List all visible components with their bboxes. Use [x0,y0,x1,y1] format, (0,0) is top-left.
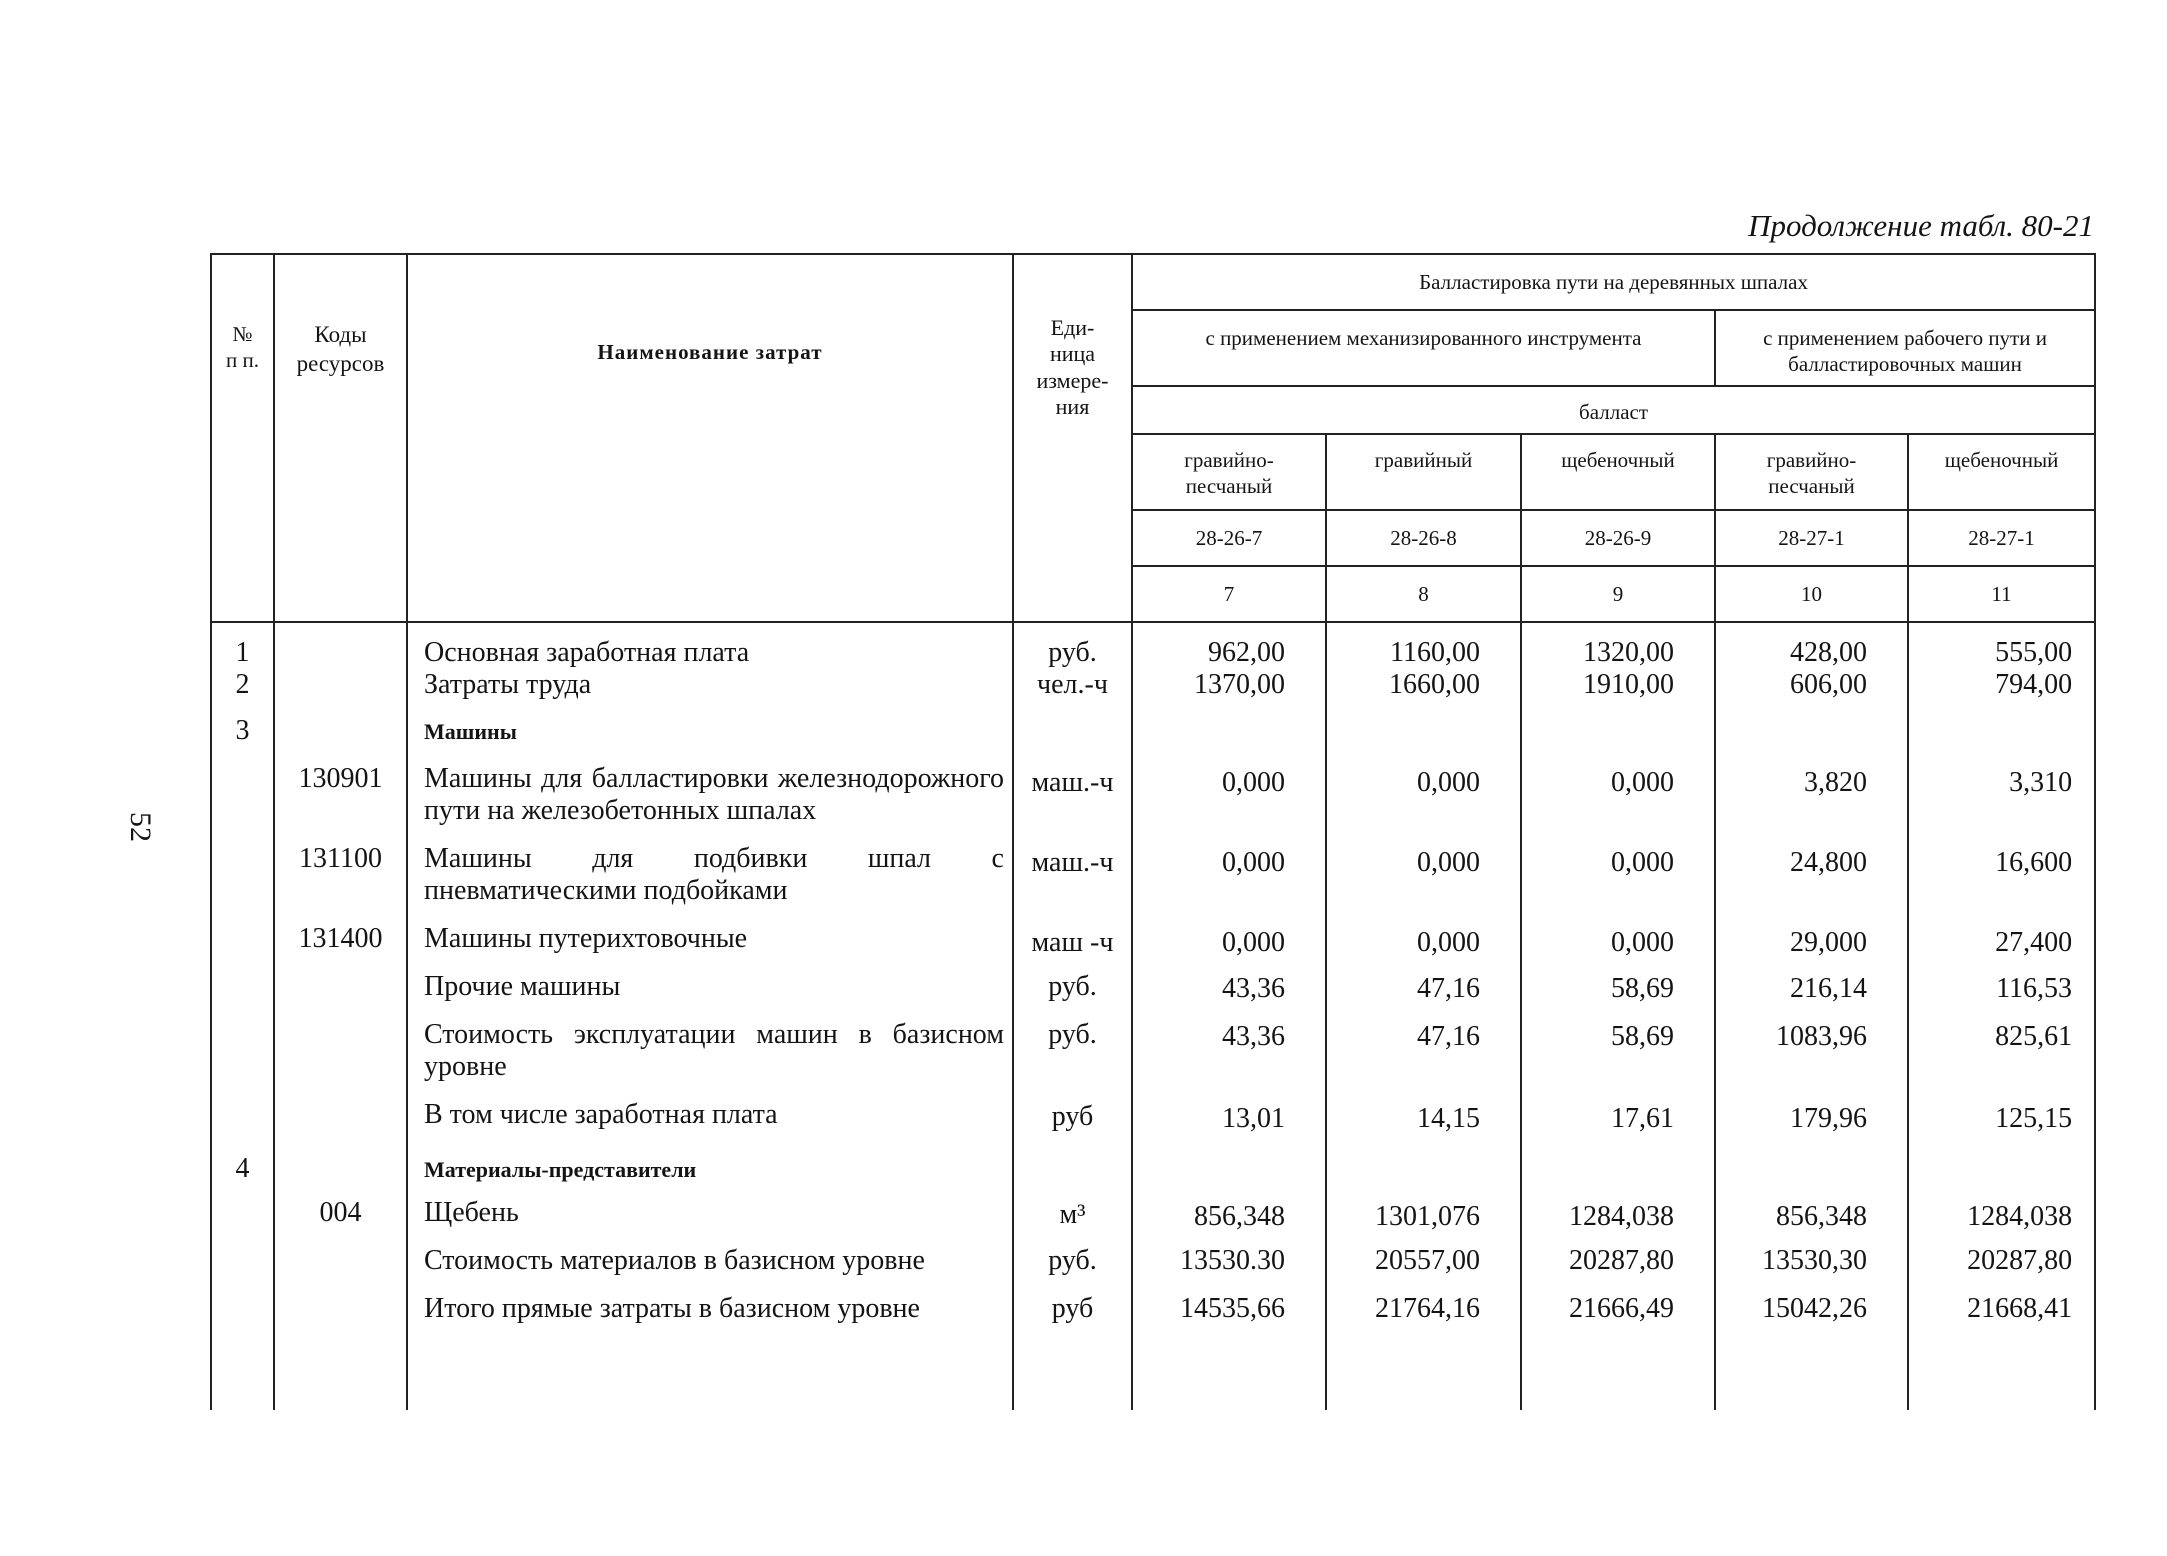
resource-code [274,1241,407,1289]
table-row [211,622,2095,669]
value-col-10: 856,348 [1715,1193,1908,1241]
header-top-group: Балластировка пути на деревянных шпалах [1132,254,2095,310]
value-col-11: 1284,038 [1908,1193,2095,1241]
resource-code [274,1093,407,1149]
value-col-8: 1160,00 [1326,622,1521,669]
header-colnum-7: 7 [1132,566,1326,622]
value-col-9: 0,000 [1521,757,1715,837]
unit [1013,713,1132,757]
header-code-4: 28-27-1 [1715,510,1908,566]
unit: руб. [1013,622,1132,669]
header-type-3: щебеночный [1521,434,1715,510]
table-row [211,837,2095,917]
cost-name: Итого прямые затраты в базисном уровне [407,1289,1013,1410]
cost-name: Машины для балластировки железнодорожного пути на железобетонных шпалах [407,757,1013,837]
header-colnum-8: 8 [1326,566,1521,622]
header-no: № п п. [211,254,274,622]
value-col-7: 43,36 [1132,965,1326,1013]
unit: маш -ч [1013,917,1132,965]
header-code-5: 28-27-1 [1908,510,2095,566]
value-col-10: 179,96 [1715,1093,1908,1149]
resource-code [274,1013,407,1093]
table-row [211,917,2095,965]
unit: чел.-ч [1013,669,1132,713]
row-number: 2 [211,669,274,713]
value-col-9: 20287,80 [1521,1241,1715,1289]
value-col-11: 794,00 [1908,669,2095,713]
row-number [211,1241,274,1289]
header-name: Наименование затрат [407,254,1013,622]
value-col-9: 58,69 [1521,1013,1715,1093]
cost-name: Щебень [407,1193,1013,1241]
header-code-1: 28-26-7 [1132,510,1326,566]
value-col-8: 47,16 [1326,1013,1521,1093]
row-number [211,1093,274,1149]
value-col-8: 47,16 [1326,965,1521,1013]
value-col-11: 3,310 [1908,757,2095,837]
value-col-9: 1284,038 [1521,1193,1715,1241]
table-row [211,965,2095,1013]
row-number [211,757,274,837]
table-row [211,757,2095,837]
value-col-7: 14535,66 [1132,1289,1326,1410]
value-col-9: 0,000 [1521,917,1715,965]
unit: м³ [1013,1193,1132,1241]
header-type-1: гравийно- песчаный [1132,434,1326,510]
table-row [211,1289,2095,1410]
value-col-8: 0,000 [1326,917,1521,965]
cost-table [210,253,2096,1410]
value-col-10: 216,14 [1715,965,1908,1013]
value-col-10: 606,00 [1715,669,1908,713]
resource-code [274,1289,407,1410]
cost-name: В том числе заработная плата [407,1093,1013,1149]
resource-code: 131100 [274,837,407,917]
row-number [211,1193,274,1241]
unit [1013,1149,1132,1193]
cost-name: Стоимость эксплуатации машин в базисном уровне [407,1013,1013,1093]
row-number: 3 [211,713,274,757]
unit: маш.-ч [1013,837,1132,917]
header-type-5: щебеночный [1908,434,2095,510]
value-col-10: 29,000 [1715,917,1908,965]
value-col-7: 43,36 [1132,1013,1326,1093]
value-col-10: 15042,26 [1715,1289,1908,1410]
value-col-8: 14,15 [1326,1093,1521,1149]
table-row [211,1013,2095,1093]
value-col-7: 1370,00 [1132,669,1326,713]
resource-code [274,713,407,757]
row-number [211,965,274,1013]
resource-code: 130901 [274,757,407,837]
header-group-mechanized: с применением механизированного инструмента [1132,310,1715,386]
value-col-9: 58,69 [1521,965,1715,1013]
unit: руб [1013,1093,1132,1149]
value-col-11: 125,15 [1908,1093,2095,1149]
header-group-machines: с применением рабочего пути и балластировочных машин [1715,310,2095,386]
value-col-8: 20557,00 [1326,1241,1521,1289]
table-row [211,1093,2095,1149]
value-col-10: 1083,96 [1715,1013,1908,1093]
page-number: 52 [124,812,157,842]
value-col-11: 16,600 [1908,837,2095,917]
value-col-7: 13530.30 [1132,1241,1326,1289]
value-col-7: 962,00 [1132,622,1326,669]
row-number [211,1013,274,1093]
row-number [211,917,274,965]
header-codes: Коды ресурсов [274,254,407,622]
value-col-7: 0,000 [1132,757,1326,837]
header-code-3: 28-26-9 [1521,510,1715,566]
resource-code: 004 [274,1193,407,1241]
section-title: Материалы-представители [407,1149,1013,1193]
value-col-8: 21764,16 [1326,1289,1521,1410]
row-number: 1 [211,622,274,669]
cost-name: Машины для подбивки шпал с пневматическими подбойками [407,837,1013,917]
header-code-2: 28-26-8 [1326,510,1521,566]
value-col-8: 1660,00 [1326,669,1521,713]
cost-name: Машины путерихтовочные [407,917,1013,965]
value-col-9: 21666,49 [1521,1289,1715,1410]
cost-name: Прочие машины [407,965,1013,1013]
header-colnum-10: 10 [1715,566,1908,622]
value-col-9: 1320,00 [1521,622,1715,669]
cost-name: Стоимость материалов в базисном уровне [407,1241,1013,1289]
value-col-11: 21668,41 [1908,1289,2095,1410]
unit: маш.-ч [1013,757,1132,837]
section-row [211,1149,2095,1193]
value-col-11: 116,53 [1908,965,2095,1013]
resource-code [274,1149,407,1193]
unit: руб [1013,1289,1132,1410]
value-col-11: 825,61 [1908,1013,2095,1093]
resource-code [274,669,407,713]
resource-code [274,622,407,669]
header-colnum-11: 11 [1908,566,2095,622]
table-continuation-caption: Продолжение табл. 80-21 [1748,208,2094,243]
value-col-9: 0,000 [1521,837,1715,917]
value-col-10: 24,800 [1715,837,1908,917]
table-row [211,1241,2095,1289]
cost-name: Основная заработная плата [407,622,1013,669]
value-col-7: 13,01 [1132,1093,1326,1149]
resource-code [274,965,407,1013]
cost-name: Затраты труда [407,669,1013,713]
unit: руб. [1013,965,1132,1013]
row-number [211,1289,274,1410]
header-unit: Еди- ница измере- ния [1013,254,1132,622]
value-col-8: 0,000 [1326,837,1521,917]
value-col-11: 20287,80 [1908,1241,2095,1289]
table-row [211,1193,2095,1241]
value-col-10: 428,00 [1715,622,1908,669]
row-number: 4 [211,1149,274,1193]
value-col-7: 0,000 [1132,837,1326,917]
header-type-2: гравийный [1326,434,1521,510]
row-number [211,837,274,917]
header-colnum-9: 9 [1521,566,1715,622]
header-ballast: балласт [1132,386,2095,434]
resource-code: 131400 [274,917,407,965]
value-col-8: 1301,076 [1326,1193,1521,1241]
header-type-4: гравийно- песчаный [1715,434,1908,510]
unit: руб. [1013,1241,1132,1289]
value-col-11: 27,400 [1908,917,2095,965]
value-col-7: 0,000 [1132,917,1326,965]
value-col-9: 17,61 [1521,1093,1715,1149]
section-title: Машины [407,713,1013,757]
value-col-8: 0,000 [1326,757,1521,837]
table-row [211,669,2095,713]
value-col-7: 856,348 [1132,1193,1326,1241]
section-row [211,713,2095,757]
value-col-10: 13530,30 [1715,1241,1908,1289]
value-col-11: 555,00 [1908,622,2095,669]
unit: руб. [1013,1013,1132,1093]
value-col-9: 1910,00 [1521,669,1715,713]
value-col-10: 3,820 [1715,757,1908,837]
